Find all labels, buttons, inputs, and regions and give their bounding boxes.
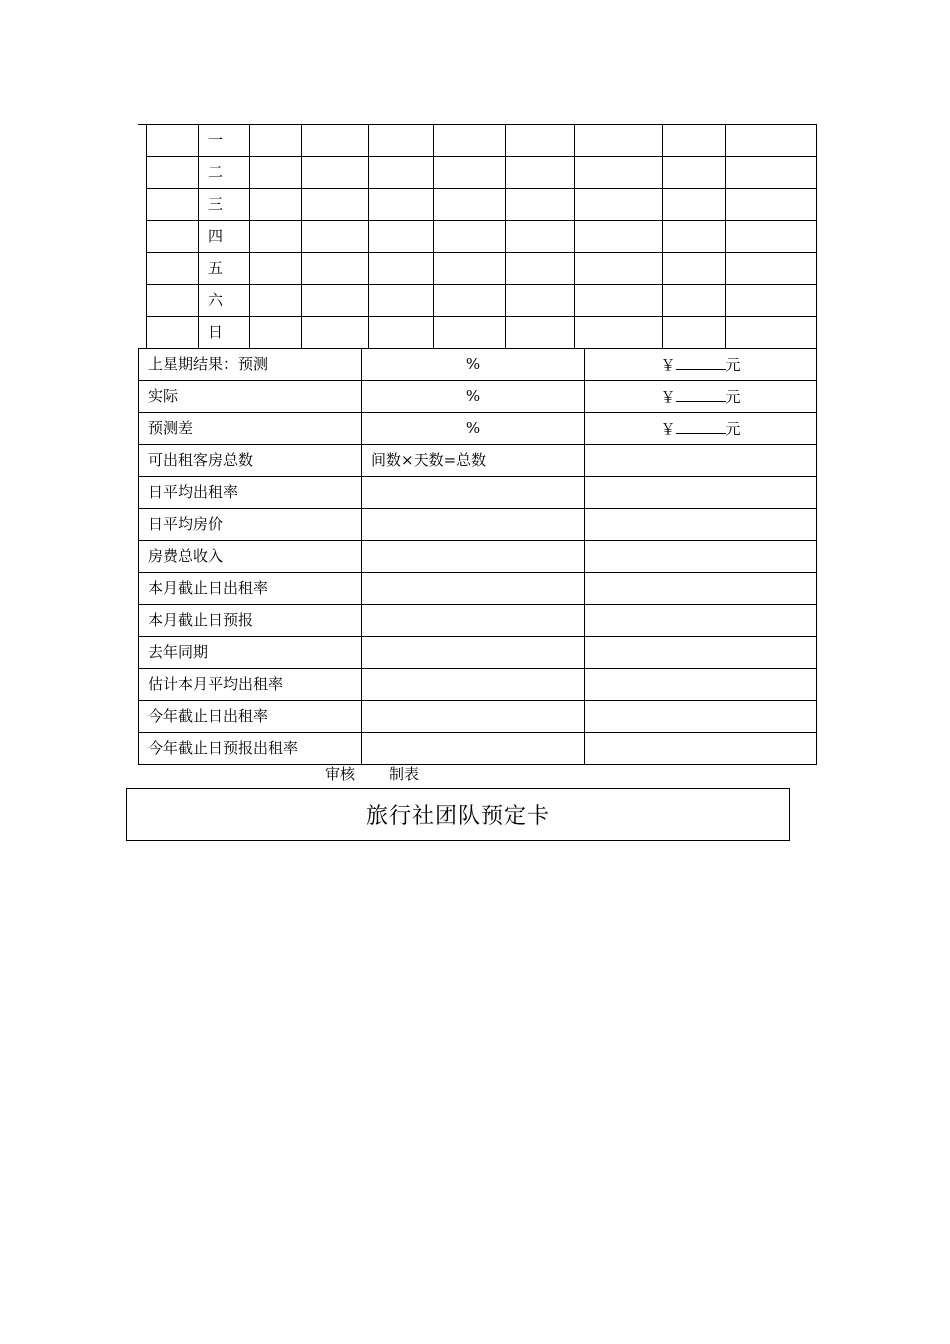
- week-cell: [506, 285, 575, 317]
- week-cell: [369, 157, 434, 189]
- week-cell: [726, 157, 817, 189]
- summary-label: 今年截止日预报出租率: [139, 733, 362, 765]
- week-row: [147, 253, 817, 285]
- week-cell: [575, 285, 663, 317]
- week-cell: [506, 253, 575, 285]
- week-cell: [434, 221, 506, 253]
- week-cell: [726, 285, 817, 317]
- week-cell: [575, 125, 663, 157]
- amount-blank: [676, 421, 726, 434]
- week-cell: [663, 221, 726, 253]
- yuan-unit: 元: [725, 419, 741, 438]
- percent-cell: %: [362, 413, 585, 445]
- week-cell: [250, 285, 302, 317]
- amount-cell: [585, 541, 817, 573]
- value-cell: [362, 573, 585, 605]
- value-cell: [362, 605, 585, 637]
- week-cell: [434, 157, 506, 189]
- summary-row: [139, 509, 817, 541]
- week-cell: [726, 189, 817, 221]
- week-cell: [575, 317, 663, 349]
- week-cell: [663, 317, 726, 349]
- week-cell: [147, 157, 199, 189]
- week-row: [147, 125, 817, 157]
- week-cell: [147, 189, 199, 221]
- week-cell: [302, 189, 369, 221]
- week-cell: [575, 157, 663, 189]
- amount-cell: [585, 509, 817, 541]
- week-cell: [506, 189, 575, 221]
- summary-label: 房费总收入: [139, 541, 362, 573]
- summary-row: [139, 541, 817, 573]
- week-cell: [663, 253, 726, 285]
- value-cell: [362, 637, 585, 669]
- week-cell: [663, 189, 726, 221]
- value-cell: [362, 669, 585, 701]
- amount-cell: [585, 701, 817, 733]
- week-cell: [726, 125, 817, 157]
- week-cell: [575, 221, 663, 253]
- week-cell: [575, 253, 663, 285]
- signoff-line: [325, 767, 419, 782]
- amount-cell: [585, 605, 817, 637]
- value-cell: [362, 509, 585, 541]
- day-label: 四: [199, 221, 250, 253]
- week-cell: [663, 125, 726, 157]
- week-cell: [434, 285, 506, 317]
- week-row: [147, 157, 817, 189]
- yuan-unit: 元: [725, 355, 741, 374]
- week-cell: [434, 317, 506, 349]
- value-cell: 间数×天数=总数: [362, 445, 585, 477]
- week-cell: [250, 157, 302, 189]
- week-cell: [147, 285, 199, 317]
- summary-row: [139, 701, 817, 733]
- summary-label: 实际: [139, 381, 362, 413]
- week-cell: [369, 253, 434, 285]
- week-cell: [369, 221, 434, 253]
- summary-label: 去年同期: [139, 637, 362, 669]
- amount-cell: [585, 669, 817, 701]
- amount-cell: [585, 445, 817, 477]
- week-cell: [369, 317, 434, 349]
- yen-symbol: ￥: [660, 387, 676, 406]
- week-row: [147, 285, 817, 317]
- week-row: [147, 189, 817, 221]
- summary-label: 日平均出租率: [139, 477, 362, 509]
- group-booking-card-header: [126, 788, 790, 841]
- summary-row: [139, 637, 817, 669]
- week-row: [147, 221, 817, 253]
- summary-row: [139, 477, 817, 509]
- summary-row: [139, 349, 817, 381]
- week-cell: [250, 125, 302, 157]
- yuan-unit: 元: [725, 387, 741, 406]
- week-cell: [663, 285, 726, 317]
- week-cell: [250, 253, 302, 285]
- week-cell: [369, 285, 434, 317]
- week-cell: [302, 221, 369, 253]
- summary-label: 今年截止日出租率: [139, 701, 362, 733]
- week-cell: [250, 317, 302, 349]
- summary-row: [139, 413, 817, 445]
- day-label: 三: [199, 189, 250, 221]
- amount-blank: [676, 357, 726, 370]
- amount-blank: [676, 389, 726, 402]
- value-cell: [362, 477, 585, 509]
- value-cell: [362, 733, 585, 765]
- week-cell: [147, 125, 199, 157]
- summary-row: [139, 733, 817, 765]
- amount-cell: [585, 573, 817, 605]
- summary-row: [139, 605, 817, 637]
- amount-cell: [585, 413, 817, 445]
- week-cell: [506, 317, 575, 349]
- day-label: 六: [199, 285, 250, 317]
- value-cell: [362, 701, 585, 733]
- amount-cell: [585, 349, 817, 381]
- yen-symbol: ￥: [660, 355, 676, 374]
- day-label: 一: [199, 125, 250, 157]
- summary-label: 估计本月平均出租率: [139, 669, 362, 701]
- review-label: 审核: [325, 765, 356, 783]
- summary-label: 日平均房价: [139, 509, 362, 541]
- summary-label: 本月截止日出租率: [139, 573, 362, 605]
- week-cell: [434, 189, 506, 221]
- summary-row: [139, 445, 817, 477]
- summary-row: [139, 669, 817, 701]
- week-cell: [302, 125, 369, 157]
- week-cell: [302, 253, 369, 285]
- corner-tick: [138, 124, 146, 125]
- amount-cell: [585, 637, 817, 669]
- week-cell: [726, 221, 817, 253]
- summary-row: [139, 573, 817, 605]
- week-cell: [302, 157, 369, 189]
- week-cell: [575, 189, 663, 221]
- summary-label: 本月截止日预报: [139, 605, 362, 637]
- day-label: 五: [199, 253, 250, 285]
- week-cell: [147, 221, 199, 253]
- week-cell: [250, 221, 302, 253]
- week-cell: [506, 125, 575, 157]
- week-cell: [663, 157, 726, 189]
- amount-cell: [585, 381, 817, 413]
- week-cell: [506, 221, 575, 253]
- prepared-by-label: 制表: [389, 765, 420, 783]
- day-label: 日: [199, 317, 250, 349]
- week-cell: [250, 189, 302, 221]
- percent-cell: %: [362, 381, 585, 413]
- week-cell: [369, 125, 434, 157]
- summary-table: [138, 348, 817, 765]
- week-cell: [369, 189, 434, 221]
- summary-label: 预测差: [139, 413, 362, 445]
- week-cell: [147, 253, 199, 285]
- week-cell: [434, 253, 506, 285]
- card-title: 旅行社团队预定卡: [365, 804, 550, 829]
- value-cell: [362, 541, 585, 573]
- amount-cell: [585, 733, 817, 765]
- week-cell: [302, 285, 369, 317]
- week-cell: [506, 157, 575, 189]
- yen-symbol: ￥: [660, 419, 676, 438]
- week-cell: [147, 317, 199, 349]
- week-row: [147, 317, 817, 349]
- percent-cell: %: [362, 349, 585, 381]
- week-cell: [726, 253, 817, 285]
- week-cell: [726, 317, 817, 349]
- day-label: 二: [199, 157, 250, 189]
- week-cell: [302, 317, 369, 349]
- summary-label: 上星期结果：预测: [139, 349, 362, 381]
- week-cell: [434, 125, 506, 157]
- summary-label: 可出租客房总数: [139, 445, 362, 477]
- amount-cell: [585, 477, 817, 509]
- weekly-forecast-table: [146, 124, 817, 349]
- summary-row: [139, 381, 817, 413]
